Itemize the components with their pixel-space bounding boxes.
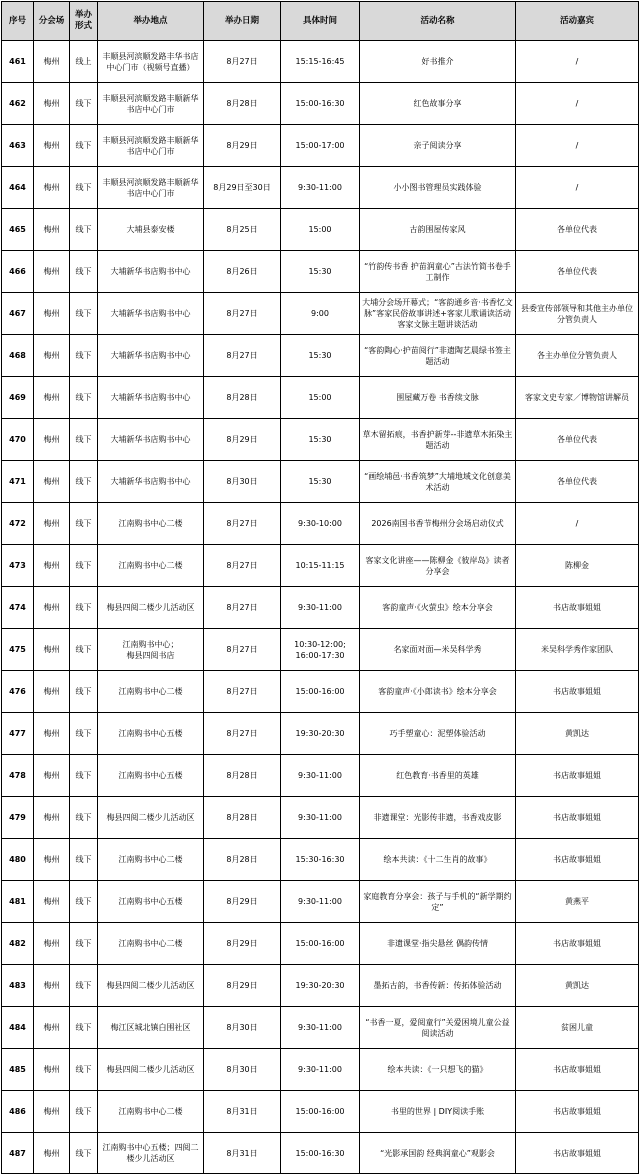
header-date: 举办日期 — [204, 2, 281, 41]
cell-activity-name: 书里的世界 | DIY阅读手账 — [360, 1091, 516, 1133]
cell-guest: 书店故事姐姐 — [516, 1049, 639, 1091]
cell-time: 10:30-12:00; 16:00-17:30 — [281, 629, 360, 671]
cell-venue: 梅州 — [34, 41, 70, 83]
cell-activity-name: “光影承国韵 经典润童心”观影会 — [360, 1133, 516, 1174]
cell-venue: 梅州 — [34, 755, 70, 797]
cell-time: 9:30-10:00 — [281, 503, 360, 545]
cell-place: 大埔新华书店购书中心 — [98, 461, 204, 503]
cell-guest: / — [516, 41, 639, 83]
table-row — [2, 1133, 639, 1174]
table-row — [2, 335, 639, 377]
cell-activity-name: 好书推介 — [360, 41, 516, 83]
cell-time: 15:30 — [281, 335, 360, 377]
cell-time: 15:00-16:00 — [281, 1091, 360, 1133]
cell-activity-name: 草木留拓痕，书香护新芽--非遗草木拓染主题活动 — [360, 419, 516, 461]
cell-guest: 各单位代表 — [516, 419, 639, 461]
cell-date: 8月27日 — [204, 293, 281, 335]
cell-guest: 县委宣传部领导和其他主办单位分管负责人 — [516, 293, 639, 335]
cell-form: 线下 — [70, 755, 98, 797]
cell-activity-name: 巧手塑童心：泥塑体验活动 — [360, 713, 516, 755]
cell-guest: 书店故事姐姐 — [516, 755, 639, 797]
cell-time: 15:00 — [281, 209, 360, 251]
header-activity-name: 活动名称 — [360, 2, 516, 41]
cell-place: 江南购书中心二楼 — [98, 1091, 204, 1133]
cell-activity-name: 大埔分会场开幕式；“客韵通乡音·书香忆文脉”客家民俗故事讲述+客家儿歌诵读活动客家文脉主题讲谈活动 — [360, 293, 516, 335]
table-row — [2, 83, 639, 125]
cell-time: 15:00-17:00 — [281, 125, 360, 167]
cell-time: 9:30-11:00 — [281, 881, 360, 923]
cell-time: 15:00-16:30 — [281, 83, 360, 125]
cell-venue: 梅州 — [34, 713, 70, 755]
table-row — [2, 209, 639, 251]
cell-form: 线下 — [70, 965, 98, 1007]
table-row — [2, 1007, 639, 1049]
cell-form: 线下 — [70, 881, 98, 923]
cell-venue: 梅州 — [34, 209, 70, 251]
cell-time: 15:30-16:30 — [281, 839, 360, 881]
cell-form: 线下 — [70, 923, 98, 965]
cell-form: 线下 — [70, 839, 98, 881]
cell-guest: 米吴科学秀作家团队 — [516, 629, 639, 671]
cell-guest: / — [516, 83, 639, 125]
cell-form: 线下 — [70, 293, 98, 335]
cell-venue: 梅州 — [34, 503, 70, 545]
cell-number: 482 — [2, 923, 34, 965]
table-row — [2, 251, 639, 293]
table-row — [2, 41, 639, 83]
cell-date: 8月28日 — [204, 839, 281, 881]
header-form: 举办形式 — [70, 2, 98, 41]
cell-number: 476 — [2, 671, 34, 713]
cell-guest: 各主办单位分管负责人 — [516, 335, 639, 377]
cell-venue: 梅州 — [34, 335, 70, 377]
cell-place: 江南购书中心二楼 — [98, 503, 204, 545]
cell-venue: 梅州 — [34, 251, 70, 293]
cell-form: 线下 — [70, 545, 98, 587]
cell-time: 9:30-11:00 — [281, 755, 360, 797]
cell-time: 9:30-11:00 — [281, 1007, 360, 1049]
cell-number: 474 — [2, 587, 34, 629]
cell-guest: 书店故事姐姐 — [516, 797, 639, 839]
cell-form: 线下 — [70, 1133, 98, 1174]
cell-date: 8月28日 — [204, 797, 281, 839]
cell-number: 480 — [2, 839, 34, 881]
cell-activity-name: 客家文化讲座——陈柳金《彼岸岛》读者分享会 — [360, 545, 516, 587]
cell-activity-name: “书香一夏，爱阅童行”关爱困境儿童公益阅读活动 — [360, 1007, 516, 1049]
cell-number: 468 — [2, 335, 34, 377]
cell-guest: 各单位代表 — [516, 461, 639, 503]
cell-date: 8月27日 — [204, 335, 281, 377]
cell-guest: / — [516, 167, 639, 209]
cell-date: 8月30日 — [204, 1007, 281, 1049]
cell-number: 462 — [2, 83, 34, 125]
cell-date: 8月27日 — [204, 545, 281, 587]
cell-place: 大埔县泰安楼 — [98, 209, 204, 251]
table-row — [2, 377, 639, 419]
table-row — [2, 461, 639, 503]
cell-number: 481 — [2, 881, 34, 923]
cell-venue: 梅州 — [34, 1133, 70, 1174]
header-place: 举办地点 — [98, 2, 204, 41]
cell-date: 8月29日 — [204, 965, 281, 1007]
cell-place: 江南购书中心二楼 — [98, 839, 204, 881]
cell-form: 线下 — [70, 713, 98, 755]
table-row — [2, 293, 639, 335]
cell-time: 15:30 — [281, 251, 360, 293]
cell-venue: 梅州 — [34, 923, 70, 965]
cell-number: 472 — [2, 503, 34, 545]
table-row — [2, 839, 639, 881]
cell-activity-name: 客韵童声·《小郎读书》绘本分享会 — [360, 671, 516, 713]
cell-venue: 梅州 — [34, 461, 70, 503]
cell-form: 线下 — [70, 1007, 98, 1049]
cell-activity-name: “竹韵传书香 护苗润童心”古法竹简书卷手工制作 — [360, 251, 516, 293]
cell-time: 9:30-11:00 — [281, 797, 360, 839]
cell-place: 梅县四阅二楼少儿活动区 — [98, 965, 204, 1007]
cell-place: 大埔新华书店购书中心 — [98, 377, 204, 419]
cell-place: 丰顺县河滨顺发路丰顺新华书店中心门市 — [98, 83, 204, 125]
cell-date: 8月29日 — [204, 419, 281, 461]
table-row — [2, 167, 639, 209]
cell-form: 线下 — [70, 419, 98, 461]
cell-place: 丰顺县河滨顺发路丰华书店中心门市（视频号直播） — [98, 41, 204, 83]
cell-date: 8月27日 — [204, 671, 281, 713]
cell-form: 线下 — [70, 209, 98, 251]
cell-date: 8月30日 — [204, 461, 281, 503]
cell-place: 江南购书中心； 梅县四阅书店 — [98, 629, 204, 671]
cell-date: 8月31日 — [204, 1133, 281, 1174]
table-row — [2, 125, 639, 167]
cell-activity-name: “客韵陶心·护苗阅行”非遗陶艺晨绿书签主题活动 — [360, 335, 516, 377]
cell-time: 15:15-16:45 — [281, 41, 360, 83]
table-row — [2, 671, 639, 713]
table-header-row — [2, 2, 639, 41]
cell-place: 梅江区城北镇白围社区 — [98, 1007, 204, 1049]
cell-venue: 梅州 — [34, 1007, 70, 1049]
cell-guest: / — [516, 503, 639, 545]
cell-activity-name: 名家面对面—米吴科学秀 — [360, 629, 516, 671]
cell-form: 线下 — [70, 377, 98, 419]
table-row — [2, 755, 639, 797]
cell-guest: 黄凯达 — [516, 713, 639, 755]
cell-place: 梅县四阅二楼少儿活动区 — [98, 587, 204, 629]
cell-activity-name: 非遗课堂：光影传非遗，书香戏皮影 — [360, 797, 516, 839]
table-row — [2, 503, 639, 545]
cell-venue: 梅州 — [34, 587, 70, 629]
cell-place: 丰顺县河滨顺发路丰顺新华书店中心门市 — [98, 167, 204, 209]
cell-guest: 书店故事姐姐 — [516, 587, 639, 629]
cell-venue: 梅州 — [34, 797, 70, 839]
cell-guest: 各单位代表 — [516, 209, 639, 251]
cell-place: 江南购书中心五楼 — [98, 755, 204, 797]
cell-place: 江南购书中心五楼 — [98, 713, 204, 755]
table-row — [2, 923, 639, 965]
cell-guest: 陈柳金 — [516, 545, 639, 587]
cell-date: 8月29日 — [204, 923, 281, 965]
cell-time: 15:00-16:00 — [281, 923, 360, 965]
cell-place: 大埔新华书店购书中心 — [98, 293, 204, 335]
cell-venue: 梅州 — [34, 881, 70, 923]
cell-date: 8月27日 — [204, 41, 281, 83]
cell-guest: 各单位代表 — [516, 251, 639, 293]
table-row — [2, 629, 639, 671]
cell-number: 475 — [2, 629, 34, 671]
cell-form: 线上 — [70, 41, 98, 83]
cell-date: 8月25日 — [204, 209, 281, 251]
table-row — [2, 1049, 639, 1091]
cell-number: 473 — [2, 545, 34, 587]
cell-date: 8月29日 — [204, 125, 281, 167]
cell-guest: 贫困儿童 — [516, 1007, 639, 1049]
cell-venue: 梅州 — [34, 167, 70, 209]
cell-guest: 黄燕平 — [516, 881, 639, 923]
cell-activity-name: 亲子阅读分享 — [360, 125, 516, 167]
table-row — [2, 881, 639, 923]
cell-time: 15:00-16:30 — [281, 1133, 360, 1174]
cell-number: 470 — [2, 419, 34, 461]
cell-time: 10:15-11:15 — [281, 545, 360, 587]
cell-number: 464 — [2, 167, 34, 209]
cell-activity-name: 小小图书管理员实践体验 — [360, 167, 516, 209]
cell-activity-name: 墨拓古韵，书香传新：传拓体验活动 — [360, 965, 516, 1007]
cell-date: 8月31日 — [204, 1091, 281, 1133]
cell-guest: 书店故事姐姐 — [516, 1133, 639, 1174]
cell-time: 19:30-20:30 — [281, 713, 360, 755]
cell-time: 19:30-20:30 — [281, 965, 360, 1007]
cell-place: 梅县四阅二楼少儿活动区 — [98, 797, 204, 839]
cell-form: 线下 — [70, 587, 98, 629]
cell-guest: 书店故事姐姐 — [516, 923, 639, 965]
cell-activity-name: 非遗课堂·指尖悬丝 偶韵传情 — [360, 923, 516, 965]
activity-schedule-table — [1, 1, 639, 1174]
cell-guest: / — [516, 125, 639, 167]
header-guest: 活动嘉宾 — [516, 2, 639, 41]
cell-form: 线下 — [70, 629, 98, 671]
cell-place: 梅县四阅二楼少儿活动区 — [98, 1049, 204, 1091]
cell-time: 15:00-16:00 — [281, 671, 360, 713]
cell-place: 江南购书中心五楼；四阅二楼少儿活动区 — [98, 1133, 204, 1174]
cell-number: 485 — [2, 1049, 34, 1091]
cell-form: 线下 — [70, 671, 98, 713]
header-time: 具体时间 — [281, 2, 360, 41]
cell-place: 大埔新华书店购书中心 — [98, 419, 204, 461]
cell-number: 486 — [2, 1091, 34, 1133]
table-row — [2, 797, 639, 839]
cell-number: 484 — [2, 1007, 34, 1049]
cell-activity-name: 红色故事分享 — [360, 83, 516, 125]
cell-place: 江南购书中心二楼 — [98, 923, 204, 965]
cell-place: 大埔新华书店购书中心 — [98, 251, 204, 293]
cell-place: 丰顺县河滨顺发路丰顺新华书店中心门市 — [98, 125, 204, 167]
cell-activity-name: 家庭教育分享会：孩子与手机的“新学期约定” — [360, 881, 516, 923]
cell-date: 8月26日 — [204, 251, 281, 293]
cell-date: 8月28日 — [204, 377, 281, 419]
table-row — [2, 587, 639, 629]
cell-date: 8月28日 — [204, 83, 281, 125]
cell-number: 463 — [2, 125, 34, 167]
cell-activity-name: “画绘埔邑·书香筑梦”大埔地域文化创意美术活动 — [360, 461, 516, 503]
cell-date: 8月27日 — [204, 629, 281, 671]
cell-guest: 客家文史专家／博物馆讲解员 — [516, 377, 639, 419]
cell-date: 8月27日 — [204, 503, 281, 545]
cell-date: 8月29日至30日 — [204, 167, 281, 209]
table-row — [2, 545, 639, 587]
cell-activity-name: 古韵围屋传家风 — [360, 209, 516, 251]
cell-activity-name: 绘本共读：《十二生肖的故事》 — [360, 839, 516, 881]
table-row — [2, 1091, 639, 1133]
cell-form: 线下 — [70, 797, 98, 839]
cell-number: 483 — [2, 965, 34, 1007]
cell-form: 线下 — [70, 503, 98, 545]
cell-venue: 梅州 — [34, 671, 70, 713]
cell-guest: 书店故事姐姐 — [516, 839, 639, 881]
cell-number: 465 — [2, 209, 34, 251]
cell-number: 469 — [2, 377, 34, 419]
cell-form: 线下 — [70, 1091, 98, 1133]
cell-activity-name: 2026南国书香节梅州分会场启动仪式 — [360, 503, 516, 545]
cell-date: 8月28日 — [204, 755, 281, 797]
cell-date: 8月30日 — [204, 1049, 281, 1091]
cell-date: 8月27日 — [204, 587, 281, 629]
cell-venue: 梅州 — [34, 839, 70, 881]
cell-form: 线下 — [70, 335, 98, 377]
cell-number: 466 — [2, 251, 34, 293]
cell-place: 大埔新华书店购书中心 — [98, 335, 204, 377]
cell-place: 江南购书中心二楼 — [98, 545, 204, 587]
cell-number: 487 — [2, 1133, 34, 1174]
table-row — [2, 713, 639, 755]
header-number: 序号 — [2, 2, 34, 41]
cell-venue: 梅州 — [34, 629, 70, 671]
cell-form: 线下 — [70, 251, 98, 293]
cell-activity-name: 围屋藏万卷 书香续文脉 — [360, 377, 516, 419]
cell-venue: 梅州 — [34, 1091, 70, 1133]
cell-time: 9:30-11:00 — [281, 1049, 360, 1091]
table-row — [2, 419, 639, 461]
cell-number: 467 — [2, 293, 34, 335]
cell-venue: 梅州 — [34, 83, 70, 125]
table-row — [2, 965, 639, 1007]
cell-time: 9:30-11:00 — [281, 587, 360, 629]
cell-activity-name: 红色教育·书香里的英雄 — [360, 755, 516, 797]
cell-venue: 梅州 — [34, 293, 70, 335]
header-venue: 分会场 — [34, 2, 70, 41]
cell-time: 15:30 — [281, 461, 360, 503]
cell-place: 江南购书中心五楼 — [98, 881, 204, 923]
cell-number: 471 — [2, 461, 34, 503]
cell-venue: 梅州 — [34, 377, 70, 419]
cell-venue: 梅州 — [34, 965, 70, 1007]
cell-guest: 书店故事姐姐 — [516, 1091, 639, 1133]
cell-form: 线下 — [70, 167, 98, 209]
cell-guest: 黄凯达 — [516, 965, 639, 1007]
cell-number: 479 — [2, 797, 34, 839]
cell-time: 15:00 — [281, 377, 360, 419]
cell-time: 9:30-11:00 — [281, 167, 360, 209]
cell-number: 477 — [2, 713, 34, 755]
cell-form: 线下 — [70, 461, 98, 503]
cell-venue: 梅州 — [34, 545, 70, 587]
cell-time: 9:00 — [281, 293, 360, 335]
cell-venue: 梅州 — [34, 1049, 70, 1091]
cell-form: 线下 — [70, 125, 98, 167]
cell-place: 江南购书中心二楼 — [98, 671, 204, 713]
cell-date: 8月27日 — [204, 713, 281, 755]
cell-activity-name: 绘本共读：《一只想飞的猫》 — [360, 1049, 516, 1091]
cell-number: 478 — [2, 755, 34, 797]
cell-venue: 梅州 — [34, 125, 70, 167]
cell-date: 8月29日 — [204, 881, 281, 923]
cell-form: 线下 — [70, 1049, 98, 1091]
cell-form: 线下 — [70, 83, 98, 125]
cell-activity-name: 客韵童声·《火萤虫》绘本分享会 — [360, 587, 516, 629]
cell-time: 15:30 — [281, 419, 360, 461]
cell-number: 461 — [2, 41, 34, 83]
cell-venue: 梅州 — [34, 419, 70, 461]
cell-guest: 书店故事姐姐 — [516, 671, 639, 713]
